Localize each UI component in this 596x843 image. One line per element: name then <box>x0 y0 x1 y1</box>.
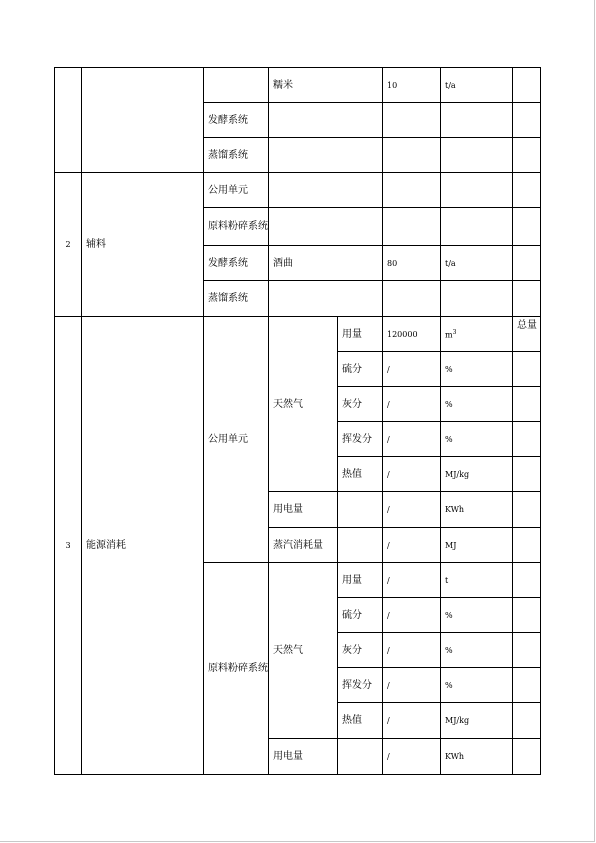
fuel-cell: 用电量 <box>269 739 338 775</box>
table-row <box>55 68 541 103</box>
table-row <box>55 173 541 208</box>
value-cell: / <box>383 739 441 775</box>
param-cell: 挥发分 <box>338 422 383 457</box>
param-cell: 灰分 <box>338 387 383 422</box>
unit-cell: 发酵系统 <box>204 246 269 281</box>
param-cell: 硫分 <box>338 598 383 633</box>
unit-measure-cell: KWh <box>441 739 513 775</box>
row-number-cell: 2 <box>55 173 82 317</box>
category-cell <box>82 68 204 173</box>
value-cell: / <box>383 668 441 703</box>
value-cell: 120000 <box>383 317 441 352</box>
value-cell: / <box>383 387 441 422</box>
unit-measure-cell: $m^3$ <box>441 317 513 352</box>
unit-cell: 蒸馏系统 <box>204 281 269 317</box>
value-cell: 10 <box>383 68 441 103</box>
unit-cell: 原料粉碎系统 <box>204 563 269 775</box>
value-cell: 80 <box>383 246 441 281</box>
value-cell: / <box>383 633 441 668</box>
unit-measure-cell: % <box>441 422 513 457</box>
unit-measure-cell: % <box>441 352 513 387</box>
unit-measure-cell: KWh <box>441 492 513 528</box>
category-cell: 辅料 <box>82 173 204 317</box>
param-cell: 用量 <box>338 317 383 352</box>
fuel-cell: 天然气 <box>269 317 338 492</box>
value-cell: / <box>383 422 441 457</box>
unit-cell: 发酵系统 <box>204 103 269 138</box>
unit-measure-cell: MJ/kg <box>441 703 513 739</box>
value-cell: / <box>383 528 441 563</box>
param-cell: 热值 <box>338 457 383 492</box>
param-cell: 热值 <box>338 703 383 739</box>
unit-cell: 蒸馏系统 <box>204 138 269 173</box>
value-cell: / <box>383 598 441 633</box>
unit-measure-cell: % <box>441 598 513 633</box>
row-number-cell <box>55 68 82 173</box>
unit-measure-cell: t <box>441 563 513 598</box>
value-cell: / <box>383 563 441 598</box>
param-cell: 灰分 <box>338 633 383 668</box>
fuel-cell: 用电量 <box>269 492 338 528</box>
unit-cell <box>204 68 269 103</box>
value-cell: / <box>383 492 441 528</box>
unit-cell: 公用单元 <box>204 173 269 208</box>
unit-cell: 原料粉碎系统 <box>204 208 269 246</box>
category-cell: 能源消耗 <box>82 317 204 775</box>
value-cell: / <box>383 457 441 492</box>
note-cell: 总量 <box>513 317 541 352</box>
unit-measure-cell: % <box>441 387 513 422</box>
unit-measure-cell: % <box>441 668 513 703</box>
table-row <box>55 317 541 352</box>
unit-measure-cell: t/a <box>441 68 513 103</box>
note-cell <box>513 68 541 103</box>
unit-measure-cell: t/a <box>441 246 513 281</box>
unit-cell: 公用单元 <box>204 317 269 563</box>
unit-measure-cell: % <box>441 633 513 668</box>
value-cell: / <box>383 352 441 387</box>
materials-energy-table <box>54 67 541 775</box>
item-cell: 糯米 <box>269 68 383 103</box>
fuel-cell: 蒸汽消耗量 <box>269 528 338 563</box>
param-cell: 挥发分 <box>338 668 383 703</box>
param-cell: 硫分 <box>338 352 383 387</box>
unit-measure-cell: MJ/kg <box>441 457 513 492</box>
fuel-cell: 天然气 <box>269 563 338 739</box>
row-number-cell: 3 <box>55 317 82 775</box>
param-cell: 用量 <box>338 563 383 598</box>
item-cell: 酒曲 <box>269 246 383 281</box>
unit-measure-cell: MJ <box>441 528 513 563</box>
value-cell: / <box>383 703 441 739</box>
